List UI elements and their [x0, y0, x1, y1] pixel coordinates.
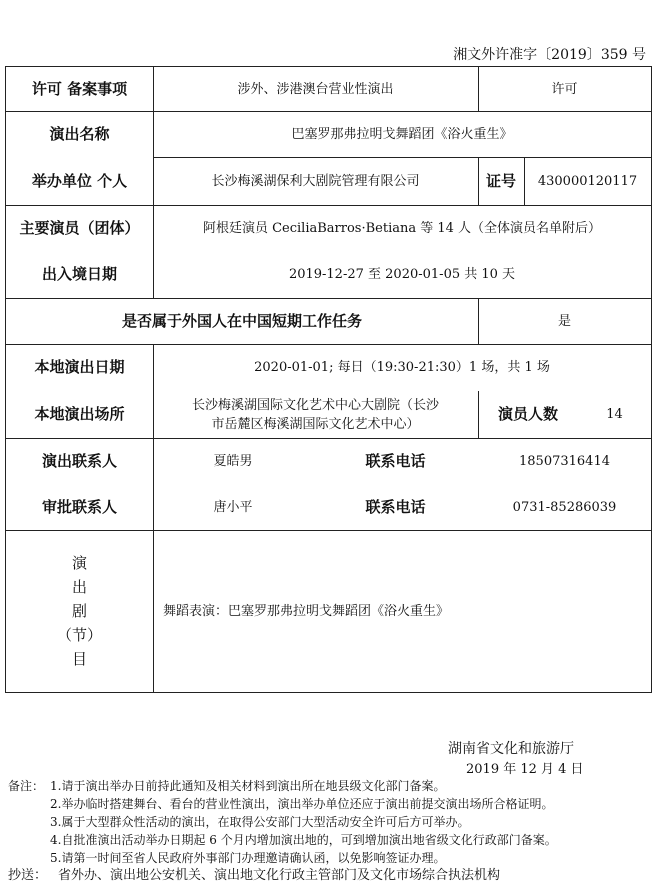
issue-date: 2019 年 12 月 4 日: [466, 762, 584, 777]
note-item: 2.举办临时搭建舞台、看台的营业性演出，演出举办单位还应于演出前提交演出场所合格证明。: [50, 797, 554, 811]
permit-table: [5, 66, 652, 693]
program-value: 舞蹈表演：巴塞罗那弗拉明戈舞蹈团《浴火重生》: [163, 603, 450, 619]
approver-phone: 0731-85286039: [512, 499, 617, 515]
cc-title: 抄送：: [8, 868, 48, 883]
cert-value: 430000120117: [537, 173, 638, 189]
program-label-char: 演: [71, 554, 87, 572]
document-number: 湘文外许准字〔2019〕359 号: [453, 47, 646, 63]
venue-value-line2: 市岳麓区梅溪湖国际文化艺术中心）: [211, 416, 420, 432]
entry-dates-label: 出入境日期: [41, 265, 117, 283]
issuer: 湖南省文化和旅游厅: [448, 741, 574, 757]
entry-dates-value: 2019-12-27 至 2020-01-05 共 10 天: [288, 267, 516, 282]
program-label-char: （节）: [56, 626, 102, 644]
program-label: [6, 530, 153, 692]
program-label-char: 目: [71, 650, 87, 668]
permit-label: 许可 备案事项: [31, 79, 128, 98]
notes-list: [50, 777, 650, 867]
approver-label: 审批联系人: [41, 497, 117, 516]
performers-label: 主要演员（团体）: [19, 218, 140, 237]
note-item: 4.自批准演出活动举办日期起 6 个月内增加演出地的，可到增加演出地省级文化行政部门备案。: [50, 833, 557, 847]
venue-value-line1: 长沙梅溪湖国际文化艺术中心大剧院（长沙: [191, 397, 439, 413]
cc-value: 省外办、演出地公安机关、演出地文化行政主管部门及文化市场综合执法机构: [58, 868, 501, 883]
contact-label: 演出联系人: [41, 451, 117, 470]
contact-name: 夏皓男: [213, 453, 253, 469]
contact-phone-label: 联系电话: [365, 451, 426, 470]
show-name-label: 演出名称: [49, 124, 110, 143]
program-label-char: 出: [71, 578, 87, 596]
venue-value: [153, 391, 478, 438]
permit-value: 涉外、涉港澳台营业性演出: [237, 81, 394, 97]
note-item: 1.请于演出举办日前持此通知及相关材料到演出所在地县级文化部门备案。: [50, 779, 446, 793]
short-term-value: 是: [557, 313, 571, 329]
organizer-value: 长沙梅溪湖保利大剧院管理有限公司: [211, 173, 420, 189]
local-dates-value: 2020-01-01; 每日（19:30-21:30）1 场，共 1 场: [254, 360, 550, 375]
performers-value: 阿根廷演员 CeciliaBarros·Betiana 等 14 人（全体演员名单附后）: [202, 220, 602, 236]
performer-count-value: 14: [606, 407, 623, 422]
cert-label: 证号: [485, 171, 516, 190]
show-name-value: 巴塞罗那弗拉明戈舞蹈团《浴火重生》: [291, 126, 513, 142]
short-term-label: 是否属于外国人在中国短期工作任务: [121, 311, 362, 330]
approver-phone-label: 联系电话: [365, 497, 426, 516]
note-item: 3.属于大型群众性活动的演出，在取得公安部门大型活动安全许可后方可举办。: [50, 815, 470, 829]
approver-name: 唐小平: [213, 499, 253, 515]
permit-status: 许可: [551, 81, 578, 97]
program-label-char: 剧: [71, 602, 87, 620]
performer-count-label: 演员人数: [497, 405, 558, 423]
venue-label: 本地演出场所: [34, 405, 125, 423]
organizer-label: 举办单位 个人: [31, 171, 128, 190]
notes-title: 备注：: [8, 779, 45, 793]
contact-phone: 18507316414: [519, 453, 610, 469]
local-dates-label: 本地演出日期: [34, 358, 125, 376]
note-item: 5.请第一时间至省人民政府外事部门办理邀请确认函，以免影响签证办理。: [50, 851, 446, 865]
